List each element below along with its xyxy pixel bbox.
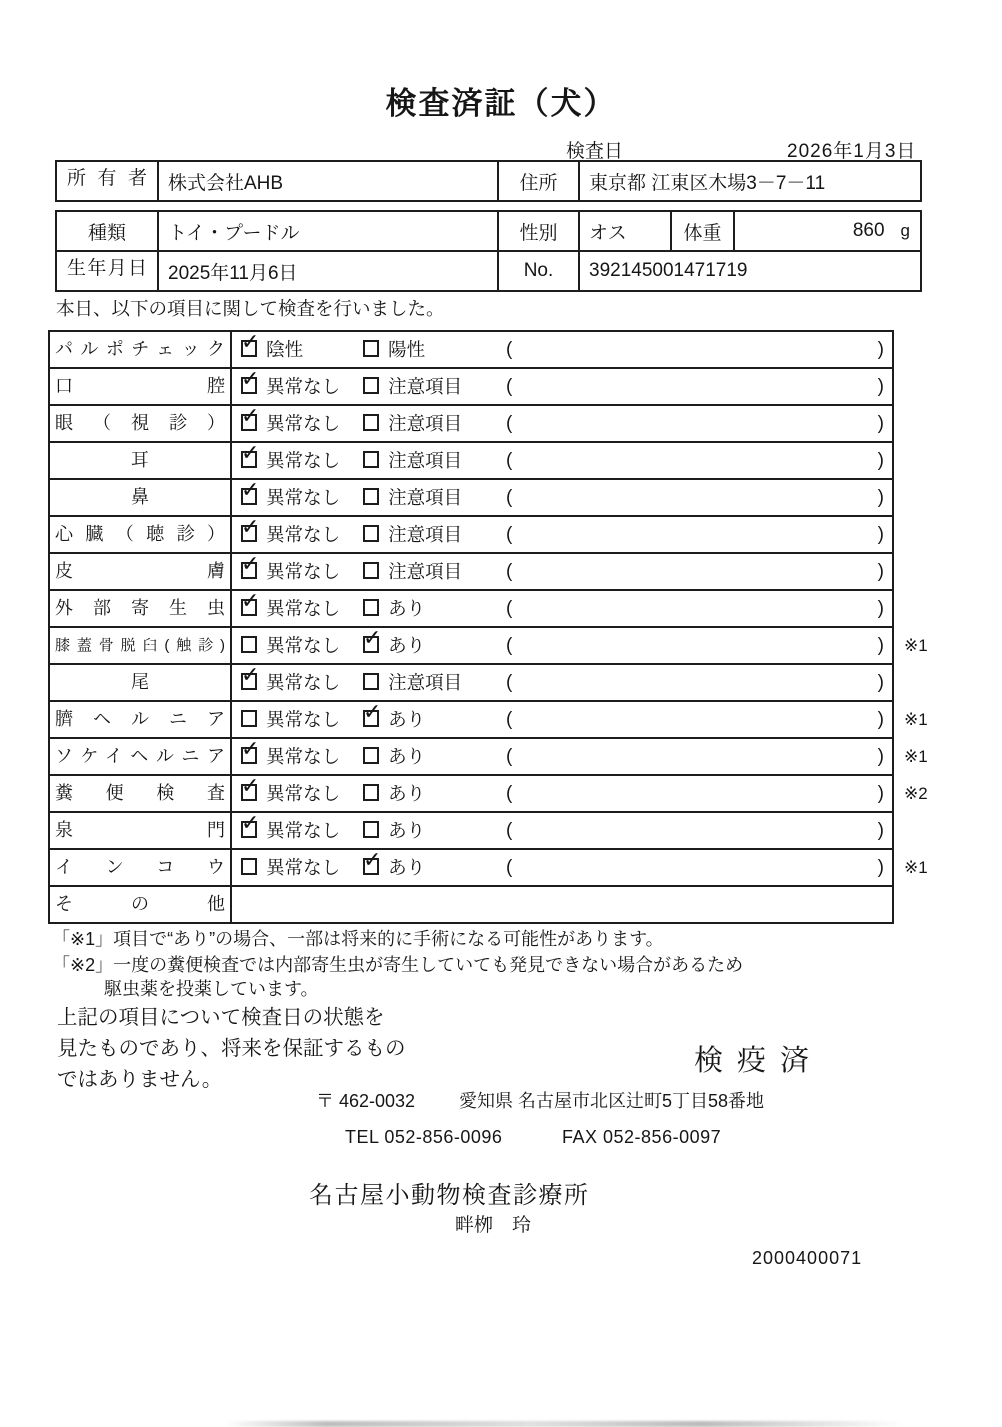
exam-row xyxy=(50,663,892,700)
option-label: あり xyxy=(388,820,426,841)
exam-item-label: 口腔 xyxy=(50,369,232,404)
checkbox[interactable] xyxy=(241,340,257,357)
birth-value: 2025年11月6日 xyxy=(157,252,497,290)
paren-close: ) xyxy=(877,376,884,397)
disclaimer-line: 上記の項目について検査日の状態を xyxy=(57,1006,385,1029)
disclaimer-line: ではありません。 xyxy=(57,1068,223,1091)
exam-row-content xyxy=(232,628,892,663)
owner-value: 株式会社AHB xyxy=(157,162,497,200)
exam-row xyxy=(50,885,892,922)
exam-item-label: インコウ xyxy=(50,850,232,885)
document-number: 2000400071 xyxy=(752,1248,863,1268)
checkbox[interactable] xyxy=(363,858,379,875)
option-label: あり xyxy=(388,857,426,878)
option-label: 注意項目 xyxy=(388,561,463,582)
footnote-ref: ※1 xyxy=(904,710,928,729)
checkbox[interactable] xyxy=(363,747,379,764)
checkbox[interactable] xyxy=(363,525,379,542)
paren-close: ) xyxy=(877,450,884,471)
option-label: あり xyxy=(388,746,426,767)
exam-row-content xyxy=(232,591,892,626)
paren-close: ) xyxy=(877,598,884,619)
checkbox[interactable] xyxy=(241,451,257,468)
exam-item-label: 鼻 xyxy=(50,480,232,515)
footnote-2-line2: 駆虫薬を投薬しています。 xyxy=(104,979,319,999)
exam-row-content xyxy=(232,739,892,774)
footnote-1: 「※1」項目で“あり”の場合、一部は将来的に手術になる可能性があります。 xyxy=(52,929,664,949)
sex-label: 性別 xyxy=(497,212,578,250)
paren-open: ( xyxy=(506,376,513,397)
checkbox[interactable] xyxy=(363,451,379,468)
exam-option-2 xyxy=(363,665,462,700)
checkbox[interactable] xyxy=(363,414,379,431)
option-label: 異常なし xyxy=(266,820,341,841)
exam-option-2 xyxy=(363,628,425,663)
exam-option-2 xyxy=(363,591,425,626)
option-label: 異常なし xyxy=(266,598,341,619)
exam-option-1 xyxy=(241,628,340,663)
exam-option-1 xyxy=(241,739,340,774)
paren-open: ( xyxy=(506,672,513,693)
inspection-date-label: 検査日 xyxy=(566,141,624,162)
checkbox[interactable] xyxy=(241,673,257,690)
option-label: 異常なし xyxy=(266,635,341,656)
exam-option-1 xyxy=(241,850,340,885)
option-label: 異常なし xyxy=(266,709,341,730)
exam-option-1 xyxy=(241,332,303,367)
option-label: 異常なし xyxy=(266,524,341,545)
option-label: 注意項目 xyxy=(388,450,463,471)
exam-option-2 xyxy=(363,406,462,441)
exam-item-label: 耳 xyxy=(50,443,232,478)
clinic-fax: FAX 052-856-0097 xyxy=(562,1127,722,1147)
paren-close: ) xyxy=(877,487,884,508)
option-label: 注意項目 xyxy=(388,524,463,545)
paren-close: ) xyxy=(877,709,884,730)
exam-item-label: ソケイヘルニア xyxy=(50,739,232,774)
exam-option-2 xyxy=(363,702,425,737)
paren-close: ) xyxy=(877,672,884,693)
exam-table xyxy=(48,330,928,924)
option-label: あり xyxy=(388,635,426,656)
checkbox[interactable] xyxy=(241,599,257,616)
checkbox[interactable] xyxy=(363,599,379,616)
exam-row-content xyxy=(232,776,892,811)
exam-option-1 xyxy=(241,813,340,848)
option-label: 異常なし xyxy=(266,376,341,397)
paren-close: ) xyxy=(877,561,884,582)
option-label: 陰性 xyxy=(266,339,304,360)
exam-item-label: その他 xyxy=(50,887,232,922)
paren-open: ( xyxy=(506,709,513,730)
clinic-tel: TEL 052-856-0096 xyxy=(345,1127,503,1147)
exam-item-label: 泉門 xyxy=(50,813,232,848)
inspection-date-value: 2026年1月3日 xyxy=(787,141,917,162)
exam-row xyxy=(50,552,892,589)
exam-row xyxy=(50,700,928,737)
exam-option-2 xyxy=(363,554,462,589)
no-value: 392145001471719 xyxy=(578,252,920,290)
address-value: 東京都 江東区木場3－7－11 xyxy=(578,162,920,200)
exam-row-content xyxy=(232,850,892,885)
paren-open: ( xyxy=(506,783,513,804)
exam-row-content xyxy=(232,887,892,922)
paren-open: ( xyxy=(506,487,513,508)
option-label: 異常なし xyxy=(266,746,341,767)
paren-close: ) xyxy=(877,857,884,878)
exam-row-content xyxy=(232,443,892,478)
weight-unit: g xyxy=(900,221,910,240)
footnote-ref: ※1 xyxy=(904,636,928,655)
exam-row xyxy=(50,478,892,515)
exam-row xyxy=(50,848,928,885)
option-label: 陽性 xyxy=(388,339,426,360)
no-label: No. xyxy=(497,252,578,290)
option-label: 注意項目 xyxy=(388,413,463,434)
veterinarian-name: 畔栁 玲 xyxy=(455,1215,532,1236)
clinic-address: 愛知県 名古屋市北区辻町5丁目58番地 xyxy=(459,1091,765,1111)
exam-option-1 xyxy=(241,702,340,737)
exam-item-label: 臍ヘルニア xyxy=(50,702,232,737)
option-label: 異常なし xyxy=(266,857,341,878)
option-label: 異常なし xyxy=(266,783,341,804)
exam-option-1 xyxy=(241,369,340,404)
exam-item-label: 外部寄生虫 xyxy=(50,591,232,626)
owner-table xyxy=(55,160,922,202)
footnote-ref: ※2 xyxy=(904,784,928,803)
paren-open: ( xyxy=(506,746,513,767)
weight-label: 体重 xyxy=(670,212,733,250)
exam-option-2 xyxy=(363,739,425,774)
option-label: 異常なし xyxy=(266,413,341,434)
paren-open: ( xyxy=(506,339,513,360)
paren-close: ) xyxy=(877,524,884,545)
exam-row xyxy=(50,332,892,367)
exam-item-label: 糞便検査 xyxy=(50,776,232,811)
exam-item-label: 皮膚 xyxy=(50,554,232,589)
paren-open: ( xyxy=(506,820,513,841)
exam-option-2 xyxy=(363,443,462,478)
owner-row xyxy=(57,162,920,200)
disclaimer-line: 見たものであり、将来を保証するもの xyxy=(57,1037,406,1060)
checkbox[interactable] xyxy=(241,377,257,394)
exam-row-content xyxy=(232,813,892,848)
checkbox[interactable] xyxy=(241,636,257,653)
breed-row xyxy=(57,212,920,250)
disclaimer xyxy=(57,1002,406,1095)
paren-close: ) xyxy=(877,635,884,656)
birth-label: 生年月日 xyxy=(67,258,147,279)
exam-item-label: 心臓（聴診） xyxy=(50,517,232,552)
footnote-ref: ※1 xyxy=(904,747,928,766)
exam-item-label: 眼（視診） xyxy=(50,406,232,441)
checkbox[interactable] xyxy=(363,821,379,838)
option-label: 注意項目 xyxy=(388,376,463,397)
breed-value: トイ・プードル xyxy=(157,212,497,250)
sex-value: オス xyxy=(578,212,670,250)
exam-row xyxy=(50,515,892,552)
exam-row xyxy=(50,367,892,404)
clinic-name: 名古屋小動物検査診療所 xyxy=(309,1182,590,1209)
exam-row-content xyxy=(232,702,892,737)
paren-close: ) xyxy=(877,820,884,841)
quarantine-stamp: 検疫済 xyxy=(694,1045,824,1077)
address-label: 住所 xyxy=(497,162,578,200)
exam-item-label: パルポチェック xyxy=(50,332,232,367)
exam-option-2 xyxy=(363,332,425,367)
exam-row-content xyxy=(232,480,892,515)
option-label: 異常なし xyxy=(266,561,341,582)
checkbox[interactable] xyxy=(363,488,379,505)
info-table xyxy=(55,210,922,292)
exam-row xyxy=(50,737,928,774)
exam-option-1 xyxy=(241,480,340,515)
exam-option-2 xyxy=(363,776,425,811)
option-label: あり xyxy=(388,598,426,619)
exam-row-content xyxy=(232,406,892,441)
checkbox[interactable] xyxy=(241,562,257,579)
option-label: あり xyxy=(388,783,426,804)
scan-artifact xyxy=(225,1421,905,1427)
checkbox[interactable] xyxy=(241,525,257,542)
option-label: 異常なし xyxy=(266,487,341,508)
checkbox[interactable] xyxy=(241,858,257,875)
exam-option-1 xyxy=(241,517,340,552)
checkbox[interactable] xyxy=(363,340,379,357)
option-label: 異常なし xyxy=(266,450,341,471)
paren-open: ( xyxy=(506,450,513,471)
checkbox[interactable] xyxy=(363,636,379,653)
birth-row xyxy=(57,250,920,290)
intro-text: 本日、以下の項目に関して検査を行いました。 xyxy=(56,298,445,319)
exam-option-2 xyxy=(363,480,462,515)
checkbox[interactable] xyxy=(241,710,257,727)
exam-row xyxy=(50,404,892,441)
exam-option-1 xyxy=(241,406,340,441)
paren-open: ( xyxy=(506,413,513,434)
exam-row-content xyxy=(232,332,892,367)
exam-row-content xyxy=(232,665,892,700)
exam-option-1 xyxy=(241,591,340,626)
paren-open: ( xyxy=(506,561,513,582)
exam-option-2 xyxy=(363,850,425,885)
exam-item-label: 尾 xyxy=(50,665,232,700)
checkbox[interactable] xyxy=(241,488,257,505)
checkbox[interactable] xyxy=(363,784,379,801)
option-label: 注意項目 xyxy=(388,672,463,693)
postal-code: 〒 462-0032 xyxy=(316,1091,416,1111)
exam-item-label: 膝蓋骨脱臼(触診) xyxy=(50,628,232,663)
footnote-2-line1: 「※2」一度の糞便検査では内部寄生虫が寄生していても発見できない場合があるため xyxy=(52,955,744,975)
exam-option-2 xyxy=(363,813,425,848)
checkbox[interactable] xyxy=(241,784,257,801)
exam-row-content xyxy=(232,517,892,552)
option-label: 注意項目 xyxy=(388,487,463,508)
exam-row xyxy=(50,774,928,811)
checkbox[interactable] xyxy=(363,710,379,727)
exam-row xyxy=(50,589,892,626)
paren-open: ( xyxy=(506,857,513,878)
weight-value: 860 xyxy=(852,220,885,241)
paren-open: ( xyxy=(506,598,513,619)
exam-row xyxy=(50,626,928,663)
paren-open: ( xyxy=(506,635,513,656)
exam-option-1 xyxy=(241,776,340,811)
checkbox[interactable] xyxy=(241,821,257,838)
option-label: あり xyxy=(388,709,426,730)
footnote-ref: ※1 xyxy=(904,858,928,877)
checkbox[interactable] xyxy=(241,414,257,431)
document-title: 検査済証（犬） xyxy=(385,86,617,121)
exam-option-2 xyxy=(363,369,462,404)
exam-row xyxy=(50,811,892,848)
paren-close: ) xyxy=(877,413,884,434)
checkbox[interactable] xyxy=(363,377,379,394)
exam-option-1 xyxy=(241,554,340,589)
exam-option-2 xyxy=(363,517,462,552)
paren-close: ) xyxy=(877,783,884,804)
weight-value-cell xyxy=(733,212,920,250)
paren-close: ) xyxy=(877,746,884,767)
checkbox[interactable] xyxy=(241,747,257,764)
option-label: 異常なし xyxy=(266,672,341,693)
owner-label: 所有者 xyxy=(67,168,147,189)
checkbox[interactable] xyxy=(363,673,379,690)
exam-row xyxy=(50,441,892,478)
exam-row-content xyxy=(232,369,892,404)
exam-row-content xyxy=(232,554,892,589)
breed-label: 種類 xyxy=(87,222,126,244)
exam-option-1 xyxy=(241,665,340,700)
paren-open: ( xyxy=(506,524,513,545)
exam-option-1 xyxy=(241,443,340,478)
paren-close: ) xyxy=(877,339,884,360)
checkbox[interactable] xyxy=(363,562,379,579)
